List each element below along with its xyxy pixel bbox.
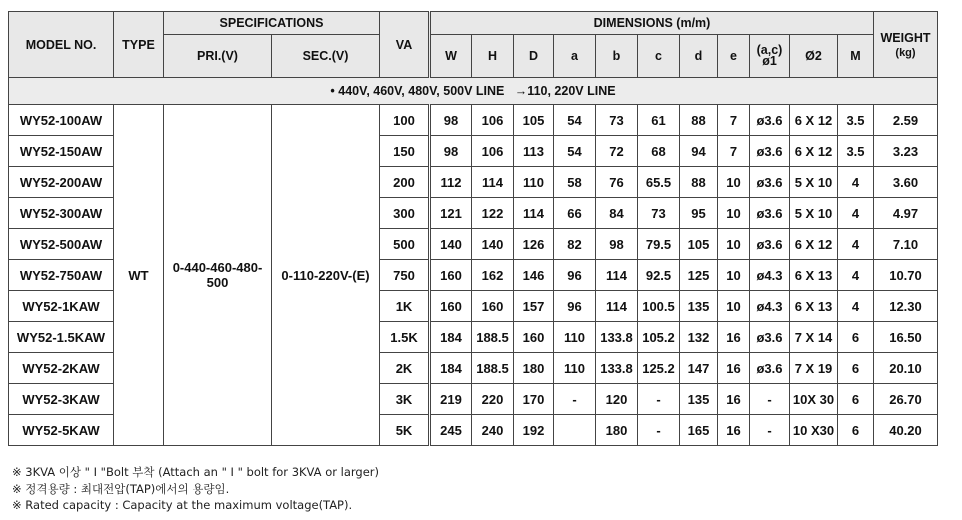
dim-cell: 147 (680, 353, 718, 384)
footnote-3: ※ Rated capacity : Capacity at the maximum voltage(TAP). (12, 498, 353, 512)
dim-cell: 76 (596, 167, 638, 198)
dim-cell: 165 (680, 415, 718, 446)
dim-cell: 6 (838, 415, 874, 446)
va-cell: 3K (380, 384, 430, 415)
header-dim-col: D (514, 35, 554, 78)
footnote-2: ※ 정격용량 : 최대전압(TAP)에서의 용량임. (12, 481, 230, 496)
dim-cell: 82 (554, 229, 596, 260)
header-type: TYPE (114, 12, 164, 78)
dim-cell: 84 (596, 198, 638, 229)
dim-cell: ø3.6 (750, 198, 790, 229)
dim-cell: 88 (680, 105, 718, 136)
dim-cell: 66 (554, 198, 596, 229)
model-cell: WY52-100AW (9, 105, 114, 136)
header-dim-col: (a,c) ø1 (750, 35, 790, 78)
dim-cell: - (554, 384, 596, 415)
dim-cell: 121 (430, 198, 472, 229)
footnote-1: ※ 3KVA 이상 " I "Bolt 부착 (Attach an " I " bolt for 3KVA or larger) (12, 465, 379, 479)
pri-cell: 0-440-460-480- 500 (164, 105, 272, 446)
header-dim-col: c (638, 35, 680, 78)
weight-cell: 10.70 (874, 260, 938, 291)
line-subheader: • 440V, 460V, 480V, 500V LINE →110, 220V LINE (9, 78, 938, 105)
dim-cell: 4 (838, 198, 874, 229)
dim-cell: 105 (514, 105, 554, 136)
va-cell: 1.5K (380, 322, 430, 353)
dim-cell: 16 (718, 322, 750, 353)
dim-cell: 188.5 (472, 322, 514, 353)
va-cell: 100 (380, 105, 430, 136)
va-cell: 200 (380, 167, 430, 198)
dim-cell: 10 (718, 198, 750, 229)
sec-cell: 0-110-220V-(E) (272, 105, 380, 446)
dim-cell: 5 X 10 (790, 198, 838, 229)
dim-cell: 4 (838, 260, 874, 291)
dim-cell: 61 (638, 105, 680, 136)
header-weight-unit: (kg) (895, 46, 916, 59)
dim-cell: 188.5 (472, 353, 514, 384)
dim-cell: 58 (554, 167, 596, 198)
dim-cell: 96 (554, 291, 596, 322)
header-dim-col: M (838, 35, 874, 78)
va-cell: 750 (380, 260, 430, 291)
dim-cell: 132 (680, 322, 718, 353)
dim-cell: 6 X 12 (790, 136, 838, 167)
va-cell: 300 (380, 198, 430, 229)
dim-cell: 106 (472, 136, 514, 167)
dim-cell: 245 (430, 415, 472, 446)
dim-cell: ø3.6 (750, 167, 790, 198)
dim-cell: 16 (718, 353, 750, 384)
dim-cell: 114 (472, 167, 514, 198)
weight-cell: 26.70 (874, 384, 938, 415)
dim-cell (554, 415, 596, 446)
dim-cell: 72 (596, 136, 638, 167)
dim-cell: 110 (554, 353, 596, 384)
model-cell: WY52-2KAW (9, 353, 114, 384)
dim-cell: 6 (838, 322, 874, 353)
dim-cell: 170 (514, 384, 554, 415)
dim-cell: 4 (838, 291, 874, 322)
dim-cell: 162 (472, 260, 514, 291)
model-cell: WY52-500AW (9, 229, 114, 260)
header-weight-label: WEIGHT (880, 30, 931, 45)
dim-cell: 95 (680, 198, 718, 229)
header-dim-col: Ø2 (790, 35, 838, 78)
dim-cell: 7 (718, 105, 750, 136)
dim-cell: 10 (718, 291, 750, 322)
dim-cell: 54 (554, 105, 596, 136)
dim-cell: - (750, 415, 790, 446)
dim-cell: 16 (718, 384, 750, 415)
dim-cell: 220 (472, 384, 514, 415)
weight-cell: 2.59 (874, 105, 938, 136)
dim-cell: 10X 30 (790, 384, 838, 415)
va-cell: 500 (380, 229, 430, 260)
dim-cell: 98 (596, 229, 638, 260)
dim-cell: 157 (514, 291, 554, 322)
dim-cell: 114 (596, 291, 638, 322)
dim-cell: ø4.3 (750, 260, 790, 291)
dim-cell: 4 (838, 229, 874, 260)
dim-cell: 180 (596, 415, 638, 446)
model-cell: WY52-150AW (9, 136, 114, 167)
header-sec: SEC.(V) (272, 35, 380, 78)
dim-cell: 3.5 (838, 105, 874, 136)
header-specifications: SPECIFICATIONS (164, 12, 380, 35)
dim-cell: 219 (430, 384, 472, 415)
dim-cell: - (638, 384, 680, 415)
weight-cell: 4.97 (874, 198, 938, 229)
dim-cell: 120 (596, 384, 638, 415)
dim-cell: 6 X 13 (790, 260, 838, 291)
header-dim-col: W (430, 35, 472, 78)
dim-cell: 68 (638, 136, 680, 167)
va-cell: 2K (380, 353, 430, 384)
va-cell: 150 (380, 136, 430, 167)
header-dim-col: H (472, 35, 514, 78)
dim-cell: ø4.3 (750, 291, 790, 322)
dim-cell: - (638, 415, 680, 446)
dim-cell: 10 (718, 229, 750, 260)
dim-cell: 7 X 19 (790, 353, 838, 384)
dim-cell: 100.5 (638, 291, 680, 322)
dim-cell: 96 (554, 260, 596, 291)
dim-cell: 125 (680, 260, 718, 291)
header-model: MODEL NO. (9, 12, 114, 78)
dim-cell: 6 (838, 384, 874, 415)
dim-cell: 88 (680, 167, 718, 198)
weight-cell: 40.20 (874, 415, 938, 446)
dim-cell: 135 (680, 291, 718, 322)
dim-cell: 110 (514, 167, 554, 198)
dim-cell: 160 (514, 322, 554, 353)
dim-cell: 114 (514, 198, 554, 229)
weight-cell: 3.60 (874, 167, 938, 198)
model-cell: WY52-1KAW (9, 291, 114, 322)
dim-cell: 7 X 14 (790, 322, 838, 353)
dim-cell: 184 (430, 322, 472, 353)
footnotes (12, 464, 379, 514)
dim-cell: 10 (718, 167, 750, 198)
dim-cell: 54 (554, 136, 596, 167)
va-cell: 5K (380, 415, 430, 446)
dim-cell: ø3.6 (750, 105, 790, 136)
weight-cell: 12.30 (874, 291, 938, 322)
dim-cell: 114 (596, 260, 638, 291)
dim-cell: 192 (514, 415, 554, 446)
dim-cell: ø3.6 (750, 353, 790, 384)
dim-cell: 94 (680, 136, 718, 167)
dim-cell: 112 (430, 167, 472, 198)
dim-cell: 125.2 (638, 353, 680, 384)
dim-cell: 92.5 (638, 260, 680, 291)
dim-cell: 126 (514, 229, 554, 260)
header-weight (874, 12, 938, 78)
header-dim-col: e (718, 35, 750, 78)
dim-cell: 105.2 (638, 322, 680, 353)
header-dim-col: b (596, 35, 638, 78)
dim-cell: 98 (430, 105, 472, 136)
dim-cell: 184 (430, 353, 472, 384)
model-cell: WY52-1.5KAW (9, 322, 114, 353)
dim-cell: 73 (638, 198, 680, 229)
dim-cell: 6 (838, 353, 874, 384)
dim-cell: 73 (596, 105, 638, 136)
dim-cell: 122 (472, 198, 514, 229)
dim-cell: 180 (514, 353, 554, 384)
header-dim-col: a (554, 35, 596, 78)
dim-cell: 133.8 (596, 322, 638, 353)
dim-cell: - (750, 384, 790, 415)
dim-cell: 110 (554, 322, 596, 353)
dim-cell: 79.5 (638, 229, 680, 260)
dim-cell: 160 (430, 260, 472, 291)
dim-cell: 10 X30 (790, 415, 838, 446)
weight-cell: 20.10 (874, 353, 938, 384)
spec-table (8, 11, 938, 446)
dim-cell: 16 (718, 415, 750, 446)
dim-cell: 160 (472, 291, 514, 322)
dim-cell: 4 (838, 167, 874, 198)
dim-cell: 140 (430, 229, 472, 260)
dim-cell: 5 X 10 (790, 167, 838, 198)
model-cell: WY52-3KAW (9, 384, 114, 415)
dim-cell: ø3.6 (750, 322, 790, 353)
model-cell: WY52-300AW (9, 198, 114, 229)
dim-cell: 6 X 13 (790, 291, 838, 322)
header-va: VA (380, 12, 430, 78)
header-dim-col: d (680, 35, 718, 78)
dim-cell: 7 (718, 136, 750, 167)
dim-cell: 160 (430, 291, 472, 322)
weight-cell: 7.10 (874, 229, 938, 260)
dim-cell: 6 X 12 (790, 229, 838, 260)
dim-cell: 133.8 (596, 353, 638, 384)
dim-cell: ø3.6 (750, 229, 790, 260)
weight-cell: 3.23 (874, 136, 938, 167)
dim-cell: 240 (472, 415, 514, 446)
table-row (9, 105, 938, 136)
header-dimensions: DIMENSIONS (m/m) (430, 12, 874, 35)
dim-cell: 106 (472, 105, 514, 136)
dim-cell: 146 (514, 260, 554, 291)
dim-cell: 3.5 (838, 136, 874, 167)
model-cell: WY52-5KAW (9, 415, 114, 446)
dim-cell: 105 (680, 229, 718, 260)
va-cell: 1K (380, 291, 430, 322)
header-pri: PRI.(V) (164, 35, 272, 78)
dim-cell: 65.5 (638, 167, 680, 198)
dim-cell: 6 X 12 (790, 105, 838, 136)
dim-cell: 113 (514, 136, 554, 167)
dim-cell: 140 (472, 229, 514, 260)
dim-cell: ø3.6 (750, 136, 790, 167)
model-cell: WY52-200AW (9, 167, 114, 198)
type-cell: WT (114, 105, 164, 446)
model-cell: WY52-750AW (9, 260, 114, 291)
dim-cell: 98 (430, 136, 472, 167)
dim-cell: 10 (718, 260, 750, 291)
weight-cell: 16.50 (874, 322, 938, 353)
dim-cell: 135 (680, 384, 718, 415)
